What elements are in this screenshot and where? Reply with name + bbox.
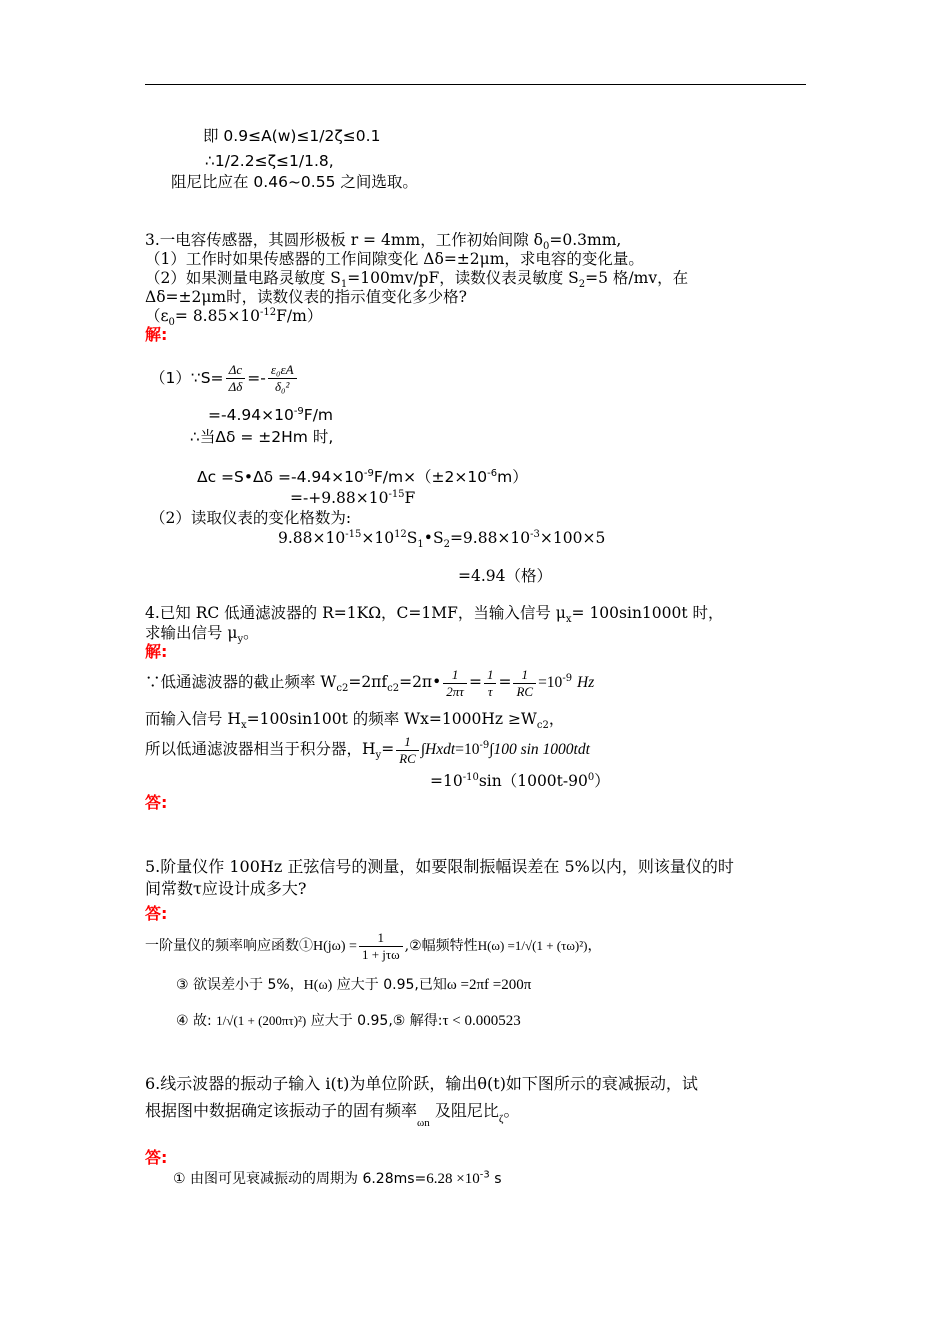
s5-line1: 一阶量仪的频率响应函数①H(jω) = $\frac{1}{\text{1 + jτω}}$ ,②幅频特性H(ω) =1/√(1 + (τω)²)， — [145, 929, 602, 962]
s4-line3: 所以低通滤波器相当于积分器，$H_y=$ $\frac{1}{RC}$ $\int Hxdt=10^{-9}\int 100$ sin 1000tdt — [145, 733, 590, 766]
line-range: 即 0.9≤A(w)≤1/2ζ≤0.1 — [203, 127, 381, 145]
q5-line2: 间常数τ应设计成多大? — [145, 879, 307, 898]
line-zeta: ∴1/2.2≤ζ≤1/1.8, — [205, 152, 334, 170]
q3-line4: Δδ=±2μm时，读数仪表的指示值变化多少格? — [145, 288, 467, 306]
s1-when: ∴当Δδ = ±2Hm 时, — [190, 428, 334, 446]
q6-line2: 根据图中数据确定该振动子的固有频率$_{\omega n}$ 及阻尼比$_\zeta$。 — [145, 1101, 520, 1129]
s4-line4: $=10^{-10}\sin(1000t-90^0)$ — [430, 771, 610, 790]
line-damping: 阻尼比应在 0.46~0.55 之间选取。 — [171, 173, 418, 191]
q3-jie: 解: — [145, 325, 168, 344]
s2-result: =4.94（格） — [458, 567, 552, 585]
s2-title: （2）读取仪表的变化格数为: — [150, 509, 352, 527]
s5-line3: ④ 故: 1/√(1 + (200πτ)²) 应大于 0.95,⑤ 解得:τ < 0.000523 — [176, 1013, 521, 1029]
s1-deltac: Δc =S•Δδ $=-4.94\times 10^{-9}F/m\times(\pm 2\times 10^{-6}m)$ — [197, 467, 528, 486]
s1-deltac2: $=-+9.88\times 10^{-15}F$ — [290, 488, 416, 507]
q6-line1: 6.线示波器的振动子输入 i(t)为单位阶跃，输出θ(t)如下图所示的衰减振动，试 — [145, 1074, 698, 1093]
s1-result: $=-4.94\times 10^{-9}F/m$ — [208, 405, 334, 424]
q4-line1: 4.已知 RC 低通滤波器的 R=1KΩ，C=1MF，当输入信号 $\mu_x= 100\sin 1000t$ 时， — [145, 604, 724, 626]
header-rule — [145, 84, 806, 85]
q6-da: 答: — [145, 1148, 168, 1167]
q4-da: 答: — [145, 793, 168, 812]
s1-formula: （1）∵S= $\frac{\Delta c}{\Delta\delta}$ =- $\frac{\text{ε₀εA}}{\text{δ₀²}}$ — [150, 358, 299, 398]
q4-line2: 求输出信号 $\mu_y$。 — [145, 624, 259, 646]
q5-line1: 5.阶量仪作 100Hz 正弦信号的测量，如要限制振幅误差在 5%以内，则该量仪的时 — [145, 857, 734, 876]
q3-line3: （2）如果测量电路灵敏度 $S_1=100mv/pF$，读数仪表灵敏度 $S_2=5$ 格/mv，在 — [145, 269, 689, 291]
s6-line1: ① 由图可见衰减振动的周期为 $6.28ms=6.28 \times 10^{-3}$ s — [173, 1169, 502, 1187]
q3-line1: 3.一电容传感器，其圆形极板 r = 4mm，工作初始间隙 $\delta_0=0.3mm$, — [145, 231, 622, 253]
q4-jie: 解: — [145, 642, 168, 661]
s2-calc: $9.88\times 10^{-15}\times 10^{12}S_1•S_2=9.88\times 10^{-3}\times 100\times 5$ — [278, 528, 606, 551]
s5-line2: ③ 欲误差小于 5%，H(ω) 应大于 0.95,已知ω =2πf =200π — [176, 977, 532, 993]
s4-line2: 而输入信号 $H_x=100\sin 100t$ 的频率 $Wx=1000Hz \ge W_{c2}$， — [145, 710, 565, 732]
q3-line2: （1）工作时如果传感器的工作间隙变化 Δδ=±2μm，求电容的变化量。 — [145, 250, 644, 268]
q3-line5: $(\varepsilon_0= 8.85\times 10^{-12}F/m)$ — [145, 306, 323, 329]
q5-da: 答: — [145, 904, 168, 923]
s4-line1: ∵低通滤波器的截止频率 $W_{c2}=2\pi f_{c2}=2\pi•$ $\frac{1}{2\pi\tau}$ = $\frac{1}{\tau}$ = $\frac{1}{RC}$ $=10^{-9}$ Hz — [145, 666, 595, 699]
